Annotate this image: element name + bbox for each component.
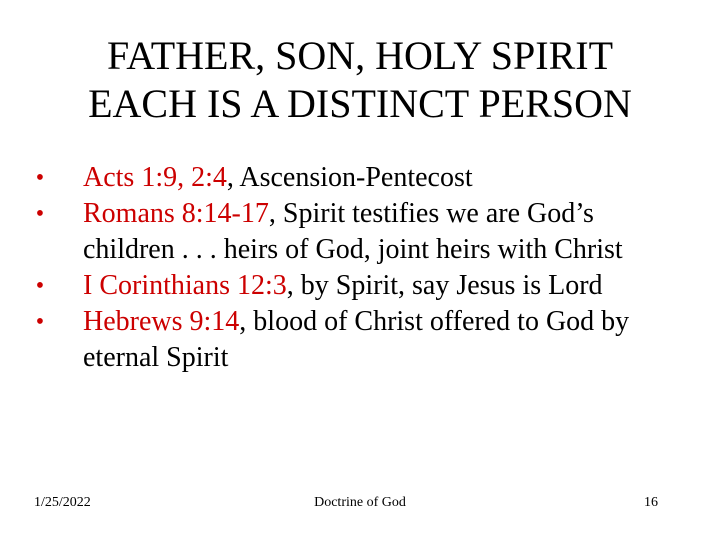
bullet-dot-icon: • <box>35 201 45 227</box>
title-line-2: EACH IS A DISTINCT PERSON <box>88 81 632 126</box>
bullet-text: , blood of Christ offered to God by eternal Spirit <box>83 306 630 373</box>
bullet-text: , by Spirit, say Jesus is Lord <box>286 270 603 301</box>
bullet-list <box>30 160 690 376</box>
scripture-reference: Acts 1:9, 2:4 <box>83 162 227 193</box>
scripture-reference: I Corinthians 12:3 <box>83 270 287 301</box>
bullet-item-corinthians <box>30 268 690 304</box>
scripture-reference: Romans 8:14-17 <box>83 198 269 229</box>
footer-title: Doctrine of God <box>314 495 406 510</box>
footer-date: 1/25/2022 <box>34 495 91 510</box>
bullet-text: , Ascension-Pentecost <box>226 162 473 193</box>
bullet-text: , Spirit testifies we are God’s children . . . heirs of God, joint heirs with Christ <box>83 198 623 265</box>
bullet-item-romans <box>30 196 690 268</box>
bullet-dot-icon: • <box>35 309 45 335</box>
title-line-1: FATHER, SON, HOLY SPIRIT <box>106 33 614 78</box>
bullet-item-hebrews <box>30 304 690 376</box>
page-number: 16 <box>644 495 658 510</box>
bullet-item-acts <box>30 160 690 196</box>
bullet-dot-icon: • <box>35 165 45 191</box>
slide-title <box>20 32 700 128</box>
bullet-dot-icon: • <box>35 273 45 299</box>
scripture-reference: Hebrews 9:14 <box>83 306 240 337</box>
